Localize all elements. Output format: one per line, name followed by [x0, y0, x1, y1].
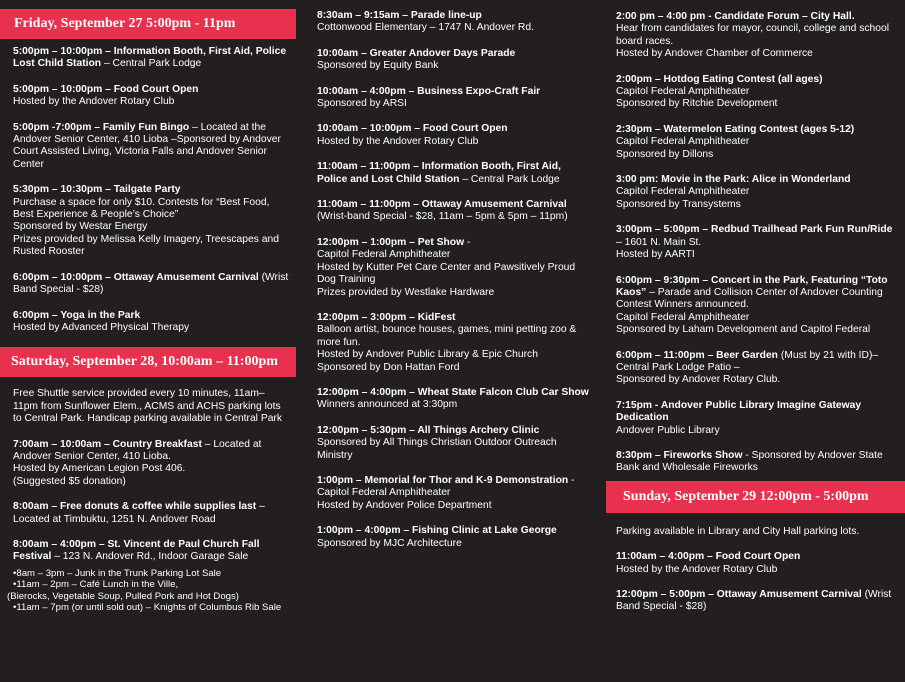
sunday-parking-info: Parking available in Library and City Hall parking lots.	[616, 525, 860, 537]
event-detail: Hear from candidates for mayor, council, college and school board races.	[616, 23, 890, 47]
event-info-booth	[317, 161, 594, 186]
event-detail: Sponsored by Don Hattan Ford	[317, 361, 460, 373]
event-title: 10:00am – Greater Andover Days Parade	[317, 47, 516, 59]
event-title: 12:00pm – 5:30pm – All Things Archery Clinic	[317, 424, 540, 436]
event-title: 5:00pm – 10:00pm – Food Court Open	[13, 83, 199, 95]
event-food-court	[317, 123, 594, 148]
event-detail: Prizes provided by Melissa Kelly Imagery, Treescapes and Rusted Rooster	[13, 233, 279, 258]
event-detail: Sponsored by Dillons	[616, 148, 714, 160]
event-detail: (Wrist-band Special - $28, 11am – 5pm & 5pm – 11pm)	[317, 211, 568, 223]
event-detail: -	[464, 236, 471, 248]
event-detail: Sponsored by Transystems	[616, 198, 741, 210]
event-title: 2:00 pm – 4:00 pm - Candidate Forum – City Hall.	[616, 11, 855, 22]
event-detail: Sponsored by Laham Development and Capitol Federal	[616, 324, 871, 336]
list-item: •11am – 7pm (or until sold out) – Knights of Columbus Rib Sale	[13, 602, 282, 614]
event-detail: Capitol Federal Amphitheater	[616, 311, 750, 323]
event-detail: (Wrist Band Special - $28)	[13, 271, 289, 296]
event-title: 12:00pm – 1:00pm – Pet Show	[317, 236, 465, 248]
event-carnival	[13, 272, 292, 297]
event-pet-show	[317, 237, 594, 299]
event-detail: - Sponsored by Andover State Bank and Wholesale Fireworks	[616, 449, 883, 474]
shuttle-info: Free Shuttle service provided every 10 minutes, 11am– 11pm from Sunflower Elem., ACMS and ACHS parking lots to Central Park. Handicap parking available in Central Park	[13, 388, 283, 425]
event-detail: Sponsored by All Things Christian Outdoor Outreach Ministry	[317, 437, 557, 461]
event-title: 8:00am – 4:00pm – St. Vincent de Paul Church Fall Festival	[13, 538, 260, 563]
event-title: 2:00pm – Hotdog Eating Contest (all ages)	[616, 73, 823, 85]
event-expo	[317, 86, 594, 111]
event-food-court	[616, 551, 897, 576]
event-title: 12:00pm – 4:00pm – Wheat State Falcon Club Car Show	[317, 386, 589, 398]
event-title: 1:00pm – Memorial for Thor and K-9 Demonstration	[317, 474, 569, 486]
event-fishing	[317, 525, 594, 550]
event-bingo	[13, 122, 292, 172]
event-title: 5:30pm – 10:30pm – Tailgate Party	[13, 184, 181, 196]
event-detail: Capitol Federal Amphitheater	[616, 86, 750, 98]
event-title: 7:00am – 10:00am – Country Breakfast	[13, 438, 202, 450]
event-detail: Hosted by the Andover Rotary Club	[317, 135, 479, 147]
event-detail: – Located at the Andover Senior Center, 410 Lioba –Sponsored by Andover Court Assisted Living, Victoria Falls and Andover Senior Center	[13, 121, 281, 170]
event-detail: Cottonwood Elementary – 1747 N. Andover Rd.	[317, 22, 534, 34]
event-detail: Prizes provided by Westlake Hardware	[317, 286, 495, 298]
event-yoga	[13, 310, 292, 335]
event-candidate-forum	[616, 11, 897, 61]
event-detail: Hosted by Andover Public Library & Epic Church	[317, 349, 538, 361]
event-title: 10:00am – 10:00pm – Food Court Open	[317, 123, 508, 135]
event-detail: Hosted by Kutter Pet Care Center and Pawsitively Proud Dog Training	[317, 261, 576, 286]
event-carnival	[616, 589, 897, 614]
sunday-header: Sunday, September 29 12:00pm - 5:00pm	[606, 481, 905, 513]
event-detail: Sponsored by Andover Rotary Club.	[616, 374, 781, 386]
event-car-show	[317, 387, 594, 412]
event-concert	[616, 275, 897, 337]
event-parade-lineup	[317, 10, 594, 35]
event-donuts	[13, 501, 292, 526]
event-title: 1:00pm – 4:00pm – Fishing Clinic at Lake George	[317, 525, 557, 537]
event-title: 5:00pm – 10:00pm – Information Booth, First Aid, Police Lost Child Station	[13, 46, 287, 70]
event-detail: Hosted by Andover Police Department	[317, 499, 492, 511]
event-detail: Capitol Federal Amphitheater	[616, 136, 750, 148]
event-fall-festival	[7, 538, 292, 614]
event-detail: (Must by 21 with ID)– Central Park Lodge Patio –	[616, 349, 879, 373]
event-title: 2:30pm – Watermelon Eating Contest (ages 5-12)	[616, 123, 855, 135]
event-detail: Winners announced at 3:30pm	[317, 399, 458, 411]
friday-header: Friday, September 27 5:00pm - 11pm	[0, 9, 296, 39]
event-detail: – Located at Andover Senior Center, 410 Lioba.	[13, 438, 262, 462]
event-detail: – Parade and Collision Center of Andover Counting Contest Winners announced.	[616, 286, 883, 311]
event-title: 12:00pm – 3:00pm – KidFest	[317, 311, 456, 323]
event-detail: Balloon artist, bounce houses, games, mini petting zoo & more fun.	[317, 324, 577, 348]
event-detail: – 123 N. Andover Rd., Indoor Garage Sale	[51, 551, 249, 563]
event-detail: – Located at Timbuktu, 1251 N. Andover Road	[13, 501, 265, 525]
event-breakfast	[13, 439, 292, 489]
column-saturday-events	[306, 10, 596, 563]
event-detail: Capitol Federal Amphitheater	[616, 186, 750, 198]
event-hotdog-contest	[616, 74, 897, 111]
list-item: (Bierocks, Vegetable Soup, Pulled Pork and Hot Dogs)	[7, 590, 239, 602]
event-parade	[317, 48, 594, 73]
event-title: 6:00pm – Yoga in the Park	[13, 309, 141, 321]
event-library-dedication	[616, 400, 897, 437]
event-detail: Hosted by the Andover Rotary Club	[616, 563, 778, 575]
event-detail: Hosted by American Legion Post 406.	[13, 463, 186, 475]
event-detail: – Central Park Lodge	[459, 173, 560, 185]
event-detail: Hosted by Andover Chamber of Commerce	[616, 48, 813, 60]
column-friday-saturday	[0, 0, 296, 627]
event-detail: Hosted by Advanced Physical Therapy	[13, 321, 190, 333]
event-carnival	[317, 199, 594, 224]
event-title: 6:00pm – 11:00pm – Beer Garden	[616, 349, 778, 361]
saturday-header: Saturday, September 28, 10:00am – 11:00pm	[0, 347, 296, 377]
event-detail: Sponsored by Ritchie Development	[616, 98, 778, 110]
event-title: 8:00am – Free donuts & coffee while supplies last	[13, 501, 257, 513]
event-title: 11:00am – 4:00pm – Food Court Open	[616, 551, 801, 563]
event-detail: – 1601 N. Main St.	[616, 236, 702, 248]
event-detail: (Suggested $5 donation)	[13, 475, 126, 487]
event-detail: Sponsored by Equity Bank	[317, 60, 439, 72]
list-item: •8am – 3pm – Junk in the Trunk Parking Lot Sale	[13, 567, 222, 579]
event-fun-run	[616, 224, 897, 261]
event-title: 11:00am – 11:00pm – Information Booth, First Aid, Police and Lost Child Station	[317, 161, 561, 185]
event-watermelon-contest	[616, 124, 897, 161]
event-title: 3:00pm – 5:00pm – Redbud Trailhead Park Fun Run/Ride	[616, 224, 893, 236]
event-title: 11:00am – 11:00pm – Ottaway Amusement Carnival	[317, 199, 567, 211]
event-detail: Sponsored by ARSI	[317, 98, 407, 110]
event-detail: Sponsored by Westar Energy	[13, 221, 148, 233]
event-detail: Hosted by the Andover Rotary Club	[13, 96, 175, 108]
event-kidfest	[317, 312, 594, 374]
list-item: •11am – 2pm – Café Lunch in the Ville,	[13, 579, 179, 591]
event-detail: (Wrist Band Special - $28)	[616, 589, 892, 613]
event-beer-garden	[616, 350, 897, 387]
event-tailgate	[13, 184, 292, 258]
event-title: 10:00am – 4:00pm – Business Expo-Craft Fair	[317, 85, 541, 97]
event-detail: Sponsored by MJC Architecture	[317, 537, 462, 549]
event-movie	[616, 174, 897, 211]
event-title: 7:15pm - Andover Public Library Imagine Gateway Dedication	[616, 399, 862, 424]
event-title: 5:00pm -7:00pm – Family Fun Bingo	[13, 121, 190, 133]
event-title: 3:00 pm: Movie in the Park: Alice in Wonderland	[616, 174, 851, 186]
event-detail: Andover Public Library	[616, 424, 720, 436]
event-detail: – Central Park Lodge	[101, 58, 202, 70]
event-archery	[317, 425, 594, 462]
event-food-court	[13, 84, 292, 109]
event-fireworks	[616, 450, 897, 475]
column-saturday-sunday	[606, 0, 905, 627]
event-memorial	[317, 475, 594, 512]
event-detail: Hosted by AARTI	[616, 249, 695, 261]
event-detail: Purchase a space for only $10. Contests for “Best Food, Best Experience & People’s Choice”	[13, 196, 270, 221]
event-title: 12:00pm – 5:00pm – Ottaway Amusement Carnival	[616, 589, 862, 600]
event-title: 8:30pm – Fireworks Show	[616, 449, 743, 461]
event-detail: Capitol Federal Amphitheater	[317, 249, 451, 261]
event-info-booth	[13, 46, 292, 71]
event-title: 8:30am – 9:15am – Parade line-up	[317, 10, 482, 21]
event-title: 6:00pm – 10:00pm – Ottaway Amusement Carnival	[13, 271, 259, 283]
event-title: 6:00pm – 9:30pm – Concert in the Park, Featuring “Toto Kaos”	[616, 274, 888, 298]
event-detail: - Capitol Federal Amphitheater	[317, 474, 575, 499]
